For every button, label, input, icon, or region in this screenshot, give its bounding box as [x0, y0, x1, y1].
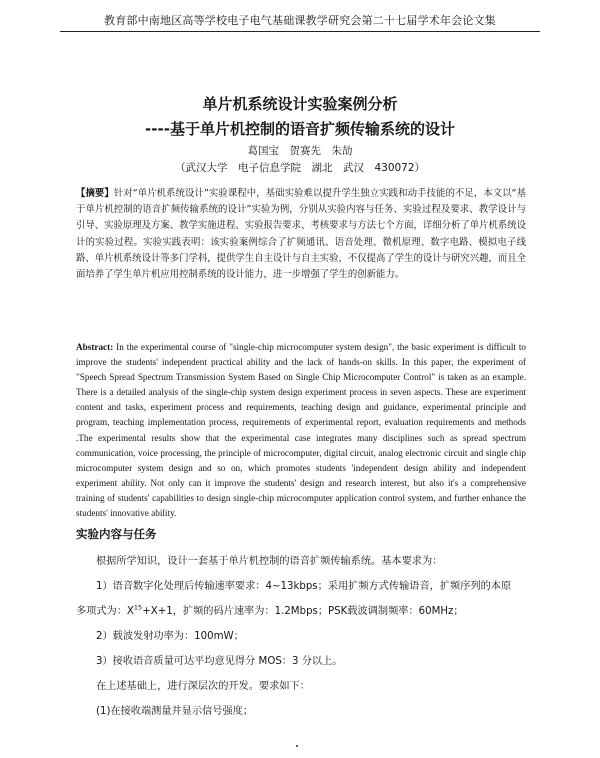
abstract-english-label: Abstract:: [76, 342, 114, 352]
polynomial-exponent: 15: [133, 603, 143, 612]
section-intro: 根据所学知识，设计一套基于单片机控制的语音扩频传输系统。基本要求为：: [96, 556, 443, 567]
requirement-1: 1）语音数字化处理后传输速率要求：4~13kbps；采用扩频方式传输语音，扩频序列的本原: [96, 581, 512, 592]
requirement-3: 3）接收语音质量可达平均意见得分 MOS：3 分以上。: [96, 656, 343, 667]
abstract-chinese-label: 【摘要】: [76, 188, 114, 199]
abstract-english: [76, 340, 526, 521]
further-requirements: 在上述基础上，进行深层次的开发。要求如下：: [96, 681, 310, 692]
abstract-chinese-text: 针对“单片机系统设计”实验课程中，基础实验难以提升学生独立实践和动手技能的不足，本文以“基于单片机控制的语音扩频传输系统的设计”实验为例，分别从实验内容与任务、实验过程及要求、教学设计与引导、实验原理及方案、教学实施进程、实验报告要求、考核要求与方法七个方面，详细分析了单片机系统设计的实验过程。实验实践表明：该实验案例综合了扩频通讯、语音处理、微机原理、数字电路、模拟电子线路、单片机系统设计等多门学科，提供学生自主设计与自主实验，不仅提高了学生的设计与研究兴趣，而且全面培养了学生单片机应用控制系统的设计能力，进一步增强了学生的创新能力。: [76, 188, 527, 281]
running-header: 教育部中南地区高等学校电子电气基础课教学研究会第二十七届学术年会论文集: [60, 12, 540, 32]
requirement-2: 2）载波发射功率为：100mW；: [96, 631, 244, 642]
polynomial-prefix: 多项式为：X: [76, 606, 134, 617]
polynomial-rest: +X+1，扩频的码片速率为：1.2Mbps；PSK载波调制频率：60MHz；: [142, 606, 464, 617]
paper-subtitle: ----基于单片机控制的语音扩频传输系统的设计: [145, 120, 455, 138]
abstract-english-text: In the experimental course of "single-chip microcomputer system design", the basic experiment is difficult to improve the students' independent practical ability and the lack of hands-on skills. In this paper, the experiment of "Speech Spread Spectrum Transmission System Based on Single Chip Microcomputer Control" is taken as an example. There is a detailed analysis of the single-chip system design experiment process in seven aspects. These are experiment content and tasks, experiment process and requirements, teaching design and guidance, experimental principle and program, teaching implementation process, requirements of experimental report, evaluation requirements and methods .The experimental results show that the experimental case integrates many disciplines such as spread spectrum communication, voice processing, the principle of microcomputer, digital circuit, analog electronic circuit and single chip microcomputer system design and so on, which promotes students 'independent design ability and independent experiment ability. Not only can it improve the students' design and research interest, but also it's a comprehensive training of students' capabilities to design single-chip microcomputer application control system, and further enhance the students' innovative ability.: [76, 342, 526, 519]
paper-authors: 葛国宝 贺赛先 朱劼: [247, 145, 353, 157]
scan-speck: [296, 745, 298, 747]
section-heading: 实验内容与任务: [76, 527, 157, 541]
further-item-1: (1)在接收端测量并显示信号强度；: [96, 706, 254, 717]
requirement-1-continued: [76, 602, 464, 617]
paper-title: 单片机系统设计实验案例分析: [202, 95, 398, 113]
paper-affiliation: （武汉大学 电子信息学院 湖北 武汉 430072）: [174, 162, 426, 174]
abstract-chinese: [76, 186, 526, 283]
